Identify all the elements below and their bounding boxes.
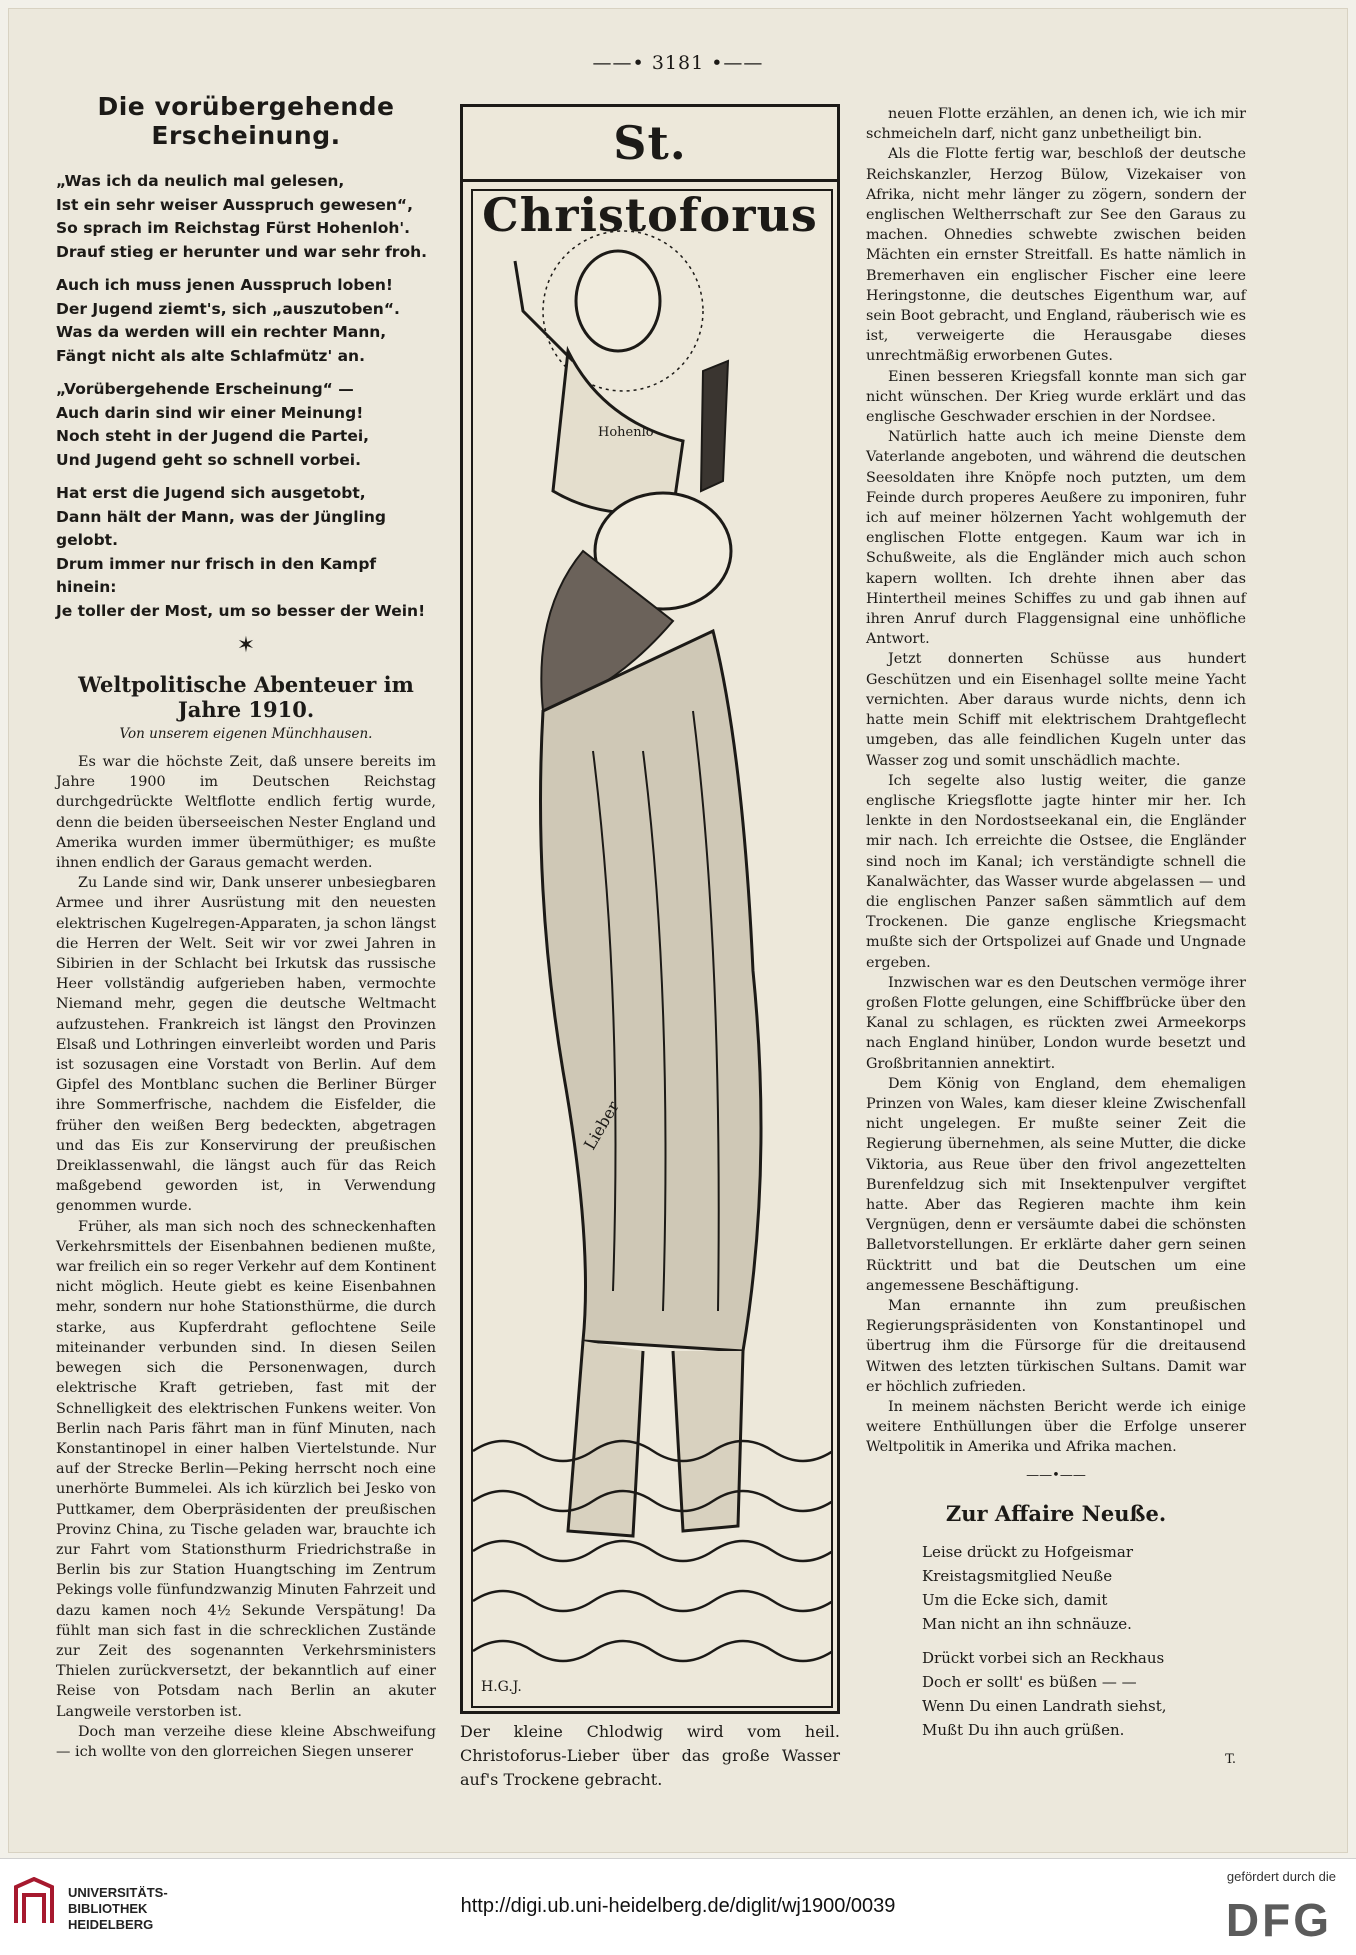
- article-paragraph: Ich segelte also lustig weiter, die ganze englische Kriegsflotte jagte hinter mir her. Ich lenkte in den Nordostseekanal ein, die Engländer mir nach. Ich erreichte die Ostsee, die Engländer sind noch im Kanal; ich verständigte schnell die Kanalwächter, das Wasser wurde abgelassen — und die englischen Panzer saßen sämmtlich auf dem Trockenen. Die ganze englische Kriegsmacht mußte sich der Ortspolizei auf Gnade und Ungnade ergeben.: [866, 772, 1246, 971]
- poem-title: Die vorübergehende Erscheinung.: [97, 92, 395, 150]
- illustration-frame: [460, 104, 840, 1714]
- small-poem-line: Mußt Du ihn auch grüßen.: [922, 1720, 1125, 1739]
- small-poem-line: Um die Ecke sich, damit: [922, 1590, 1108, 1609]
- poem-line: Drum immer nur frisch in den Kampf hinein:: [56, 554, 377, 596]
- small-poem-stanza: [922, 1540, 1246, 1636]
- child-arm: [515, 261, 573, 361]
- library-line-3: HEIDELBERG: [68, 1917, 154, 1932]
- article-title: Weltpolitische Abenteuer im Jahre 1910.: [78, 672, 414, 722]
- poem-stanza: [56, 482, 436, 623]
- article-paragraph: In meinem nächsten Bericht werde ich einige weitere Enthüllungen über die Erfolge unserer Weltpolitik in Amerika und Afrika machen.: [866, 1399, 1246, 1456]
- poem-line: Hat erst die Jugend sich ausgetobt,: [56, 484, 366, 502]
- footer-bar: [0, 1858, 1356, 1955]
- right-column: [866, 104, 1246, 1767]
- article-paragraph: neuen Flotte erzählen, an denen ich, wie ich mir schmeicheln darf, nicht ganz unbetheiligt bin.: [866, 106, 1246, 143]
- christoforus-illustration: [471, 189, 833, 1708]
- water-waves: [473, 1441, 833, 1661]
- poem-line: Auch ich muss jenen Ausspruch loben!: [56, 276, 393, 294]
- article-paragraph: Inzwischen war es den Deutschen vermöge ihrer großen Flotte gelungen, eine Schiffbrücke über den Kanal zu schlagen, es rückten zwei Armeekorps nach England hinüber, London wurde besetzt und Großbritannien annektirt.: [866, 974, 1246, 1072]
- poem-line: Auch darin sind wir einer Meinung!: [56, 403, 364, 422]
- poem-line: Ist ein sehr weiser Ausspruch gewesen“,: [56, 195, 413, 214]
- star-ornament-icon: ✶: [236, 633, 256, 658]
- library-line-2: BIBLIOTHEK: [68, 1901, 148, 1916]
- small-poem-line: Leise drückt zu Hofgeismar: [922, 1542, 1134, 1561]
- poem-line: Drauf stieg er herunter und war sehr froh.: [56, 242, 428, 261]
- poem-line: „Was ich da neulich mal gelesen,: [56, 172, 345, 190]
- left-column: [56, 92, 436, 1762]
- article-paragraph: Früher, als man sich noch des schneckenhaften Verkehrsmittels der Eisenbahnen bedienen mußte, war freilich ein so reger Verkehr auf dem Kontinent nicht möglich. Heute giebt es keine Eisenbahnen mehr, sondern nur hohe Stationsthürme, die durch starke, aus Kupferdraht geflochtene Seile miteinander verbunden sind. In diesen Seilen bewegen sich die Personenwagen, durch elektrische Kraft getrieben, fast mit der Schnelligkeit des elektrischen Funkens weiter. Von Berlin nach Paris fährt man in fünf Minuten, nach Konstantinopel in einer halben Viertelstunde. Nur auf der Strecke Berlin—Peking herrscht noch eine unerhörte Bummelei. Als ich kürzlich bei Jesko von Puttkamer, dem Oberpräsidenten der preußischen Provinz China, zu Tische geladen war, brauchte ich zur Fahrt vom Stationsthurm Friedrichstraße in Berlin bis zur Station Huangtsching im Zentrum Pekings volle fünfundzwanzig Minuten Fahrzeit und dazu kamen noch 4½ Sekunde Verspätung! Da fühlt man sich fast in die schrecklichen Zustände zur Zeit des sogenannten Verkehrsministers Thielen zurückversetzt, der bekanntlich auf einer Reise von Potsdam nach Berlin an akuter Langweile verstorben ist.: [56, 1218, 436, 1720]
- small-poem-stanza: [922, 1646, 1246, 1742]
- dfg-logo[interactable]: DFG: [1225, 1894, 1332, 1946]
- illustration-title: St. Christoforus: [463, 107, 837, 182]
- poem-line: „Vorübergehende Erscheinung“ —: [56, 380, 354, 398]
- child-head: [576, 251, 660, 351]
- article-paragraph: Jetzt donnerten Schüsse aus hundert Geschützen und ein Eisenhagel sollte meine Yacht vernichten. Aber daraus wurde nichts, denn ich hatte mein Schiff mit elektrischem Drahtgeflecht umgeben, das alle feindlichen Kugeln unter das Wasser zog und somit unschädlich machte.: [866, 651, 1246, 769]
- separator-ornament-icon: ——•——: [1026, 1467, 1086, 1483]
- small-poem-line: Drückt vorbei sich an Reckhaus: [922, 1648, 1165, 1667]
- poem-body: [56, 170, 436, 623]
- robe-label: Lieber: [580, 1097, 623, 1153]
- article-text-left: [56, 752, 436, 1762]
- article-text-right: [866, 104, 1246, 1458]
- small-poem-line: Doch er sollt' es büßen — —: [922, 1672, 1137, 1691]
- article-paragraph: Einen besseren Kriegsfall konnte man sich gar nicht wünschen. Der Krieg wurde erklärt und das englische Geschwader erschien in der Nordsee.: [866, 368, 1246, 426]
- article-paragraph: Dem König von England, dem ehemaligen Prinzen von Wales, kam dieser kleine Zwischenfall nicht ungelegen. Er mußte seiner Zeit die Regierung übernehmen, als seine Mutter, die dicke Viktoria, aus Reue über den frivol angezettelten Burenfeldzug sich mit Insektenpulver vergiftet hatte. Aber das Regieren machte ihm kein Vergnügen, denn er versäumte dabei die schönsten Balletvorstellungen. Er erklärte daher gern seinen Rücktritt und bat die Deutschen um eine angemessene Beschäftigung.: [866, 1075, 1246, 1294]
- illustration-caption: Der kleine Chlodwig wird vom heil. Christoforus-Lieber über das große Wasser auf's Trockene gebracht.: [460, 1722, 840, 1789]
- page-number: [8, 52, 1348, 74]
- document-url-link[interactable]: http://digi.ub.uni-heidelberg.de/diglit/wj1900/0039: [460, 1895, 896, 1917]
- saint-robe: [541, 631, 762, 1351]
- small-poem-signature: T.: [1225, 1751, 1236, 1767]
- small-poem-line: Wenn Du einen Landrath siehst,: [922, 1696, 1167, 1715]
- small-poem-body: [866, 1540, 1246, 1742]
- small-poem-line: Kreistagsmitglied Neuße: [922, 1566, 1113, 1585]
- small-poem-title: Zur Affaire Neuße.: [945, 1500, 1167, 1526]
- poem-line: Und Jugend geht so schnell vorbei.: [56, 450, 361, 469]
- article-paragraph: Es war die höchste Zeit, daß unsere bereits im Jahre 1900 im Deutschen Reichstag durchgedrückte Weltflotte endlich fertig wurde, denn die beiden überseeischen Nester England und Amerika wurden immer übermüthiger; es mußte ihnen endlich der Garaus gemacht werden.: [56, 754, 436, 872]
- poem-line: Der Jugend ziemt's, sich „auszutoben“.: [56, 299, 400, 318]
- article-paragraph: Natürlich hatte auch ich meine Dienste dem Vaterlande angeboten, und während die deutschen Seesoldaten ihre Knöpfe noch putzten, um dem Feinde durch properes Aeußere zu imponiren, fuhr ich auf meiner hölzernen Yacht wohlgemuth der englischen Flotte entgegen. Kaum war ich in Schußweite, als die Engländer mich auch schon kapern wollten. Ich drehte ihnen aber das Hintertheil meines Schiffes zu und gab ihnen auf ihren Anruf durch Flaggensignal eine unhöfliche Antwort.: [866, 429, 1246, 648]
- poem-stanza: [56, 170, 436, 264]
- poem-line: So sprach im Reichstag Fürst Hohenloh'.: [56, 219, 411, 237]
- page-number-ornament-right: •——: [711, 52, 764, 74]
- article-paragraph: Man ernannte ihn zum preußischen Regierungspräsidenten von Konstantinopel und übertrug ihm die Fürsorge für die dreitausend Witwen des letzten türkischen Sultans. Damit war er höchlich zufrieden.: [866, 1297, 1246, 1395]
- saint-legs: [568, 1341, 743, 1536]
- article-paragraph: Als die Flotte fertig war, beschloß der deutsche Reichskanzler, Herzog Bülow, Vizekaiser von Afrika, nicht mehr länger zu zögern, sondern der englischen Weltherrschaft zur See den Garaus zu machen. Ohnedies schwebte zwischen beiden Mächten ein ernster Streitfall. Es hatte nämlich in Bremerhaven ein englischer Fischer eine leere Heringstonne, die deutsches Eigenthum war, auf sein Boot gebracht, und England, räuberisch wie es ist, verweigerte die Herausgabe dieses unrechtmäßig erworbenen Gutes.: [866, 146, 1246, 365]
- artist-signature: H.G.J.: [481, 1679, 522, 1695]
- poem-stanza: [56, 274, 436, 368]
- staff-top: [701, 361, 728, 491]
- page-number-value: 3181: [651, 52, 705, 74]
- poem-line: Noch steht in der Jugend die Partei,: [56, 427, 370, 445]
- library-line-1: UNIVERSITÄTS-: [68, 1885, 168, 1900]
- poem-line: Fängt nicht als alte Schlafmütz' an.: [56, 346, 365, 365]
- child-label: Hohenlo: [598, 425, 654, 440]
- small-poem-line: Man nicht an ihn schnäuze.: [922, 1614, 1132, 1633]
- poem-line: Je toller der Most, um so besser der Wein!: [56, 601, 426, 620]
- poem-stanza: [56, 378, 436, 472]
- newspaper-page: [8, 8, 1348, 1853]
- article-paragraph: Doch man verzeihe diese kleine Abschweifung — ich wollte von den glorreichen Siegen unserer: [56, 1723, 436, 1760]
- article-paragraph: Zu Lande sind wir, Dank unserer unbesiegbaren Armee und ihrer Ausrüstung mit den neuesten elektrischen Kugelregen-Apparaten, ja schon längst die Herren der Welt. Seit wir vor zwei Jahren in Sibirien in der Schlacht bei Irkutsk das russische Heer vollständig aufgerieben haben, vermochte Niemand mehr, gegen die deutsche Weltmacht aufzustehen. Frankreich ist längst den Provinzen Elsaß und Lothringen einverleibt worden und Paris ist sozusagen eine Vorstadt von Berlin. Auf dem Gipfel des Montblanc suchen die Berliner Bürger ihre Sommerfrische, nachdem die Eisfelder, die früher den weißen Berg bedeckten, abgetragen und das Eis zur Konservirung der preußischen Dreiklassenwahl, die längst auch für das Reich maßgebend geworden ist, in Verwendung genommen wurde.: [56, 875, 436, 1215]
- article-byline: Von unserem eigenen Münchhausen.: [119, 726, 373, 742]
- dfg-caption: gefördert durch die: [1226, 1869, 1336, 1884]
- poem-line: Dann hält der Mann, was der Jüngling gelobt.: [56, 507, 387, 549]
- poem-line: Was da werden will ein rechter Mann,: [56, 323, 387, 341]
- page-number-ornament-left: ——•: [592, 52, 645, 74]
